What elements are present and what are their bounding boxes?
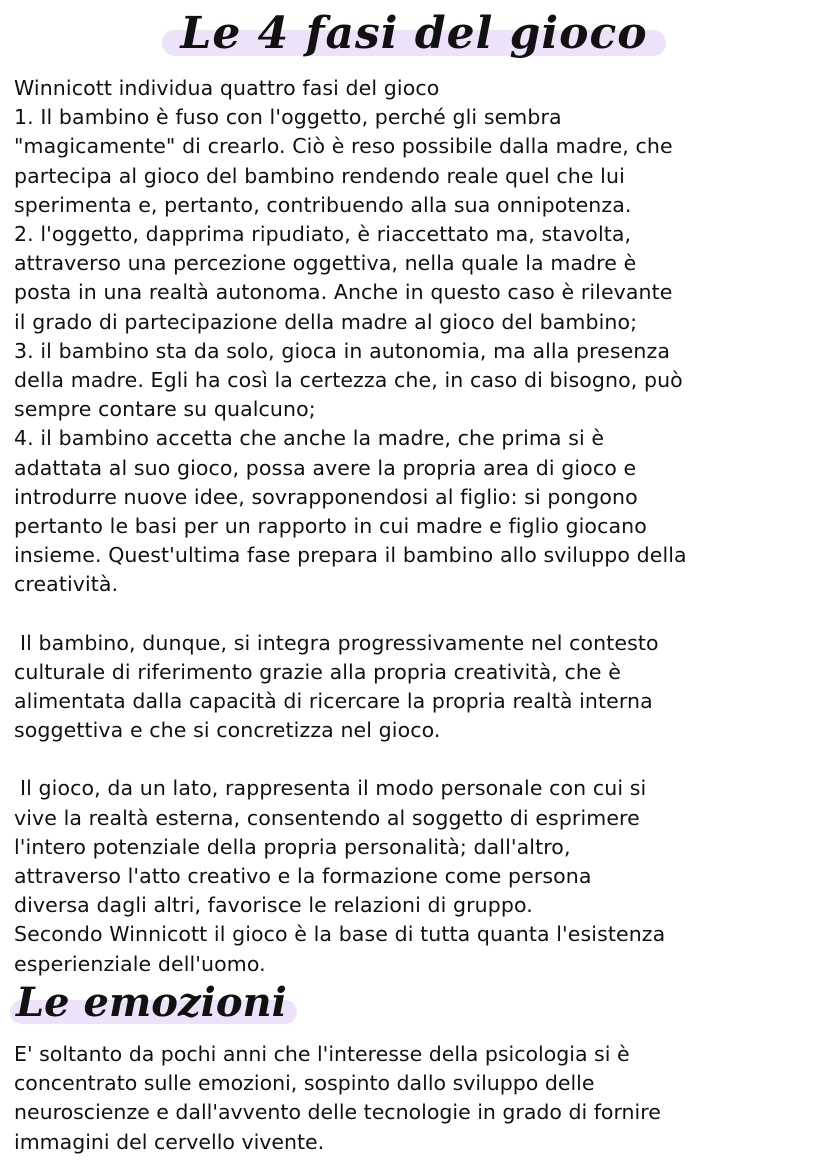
text-line: 4. il bambino accetta che anche la madre, che prima si è — [14, 426, 605, 451]
text-line: soggettiva e che si concretizza nel gioco. — [14, 718, 441, 743]
body-text — [14, 74, 814, 979]
text-line: Il bambino, dunque, si integra progressivamente nel contesto — [20, 630, 659, 655]
text-line: "magicamente" di crearlo. Ciò è reso possibile dalla madre, che — [14, 134, 673, 159]
paragraph-gap — [14, 745, 814, 774]
text-line: vive la realtà esterna, consentendo al soggetto di esprimere — [14, 805, 640, 830]
text-line: creatività. — [14, 572, 119, 597]
page-title: Le 4 fasi del gioco — [166, 8, 661, 60]
intro-paragraph — [14, 74, 814, 600]
text-line: Il gioco, da un lato, rappresenta il modo personale con cui si — [20, 776, 647, 801]
text-line: E' soltanto da pochi anni che l'interesse della psicologia si è — [14, 1042, 630, 1066]
paragraph-emotions — [14, 1040, 814, 1157]
text-line: neuroscienze e dall'avvento delle tecnologie in grado di fornire — [14, 1100, 661, 1125]
text-line: adattata al suo gioco, possa avere la propria area di gioco e — [14, 455, 637, 480]
text-line: 1. Il bambino è fuso con l'oggetto, perché gli sembra — [14, 105, 562, 130]
text-line: esperienziale dell'uomo. — [14, 951, 266, 976]
text-line: concentrato sulle emozioni, sospinto dallo sviluppo delle — [14, 1071, 595, 1096]
text-line: sempre contare su qualcuno; — [14, 397, 316, 422]
text-line: 2. l'oggetto, dapprima ripudiato, è riaccettato ma, stavolta, — [14, 222, 632, 247]
text-line: insieme. Quest'ultima fase prepara il bambino allo sviluppo della — [14, 543, 687, 568]
paragraph-creativity — [14, 629, 814, 658]
text-line: culturale di riferimento grazie alla propria creatività, che è — [14, 659, 621, 684]
paragraph-game — [14, 774, 814, 803]
text-line: alimentata dalla capacità di ricercare la propria realtà interna — [14, 689, 653, 714]
text-line: attraverso una percezione oggettiva, nella quale la madre è — [14, 251, 637, 276]
text-line: 3. il bambino sta da solo, gioca in autonomia, ma alla presenza — [14, 338, 670, 363]
emotions-section — [14, 978, 814, 1157]
title-container — [0, 8, 828, 60]
text-line: introdurre nuove idee, sovrapponendosi al figlio: si pongono — [14, 484, 638, 509]
text-line: partecipa al gioco del bambino rendendo reale quel che lui — [14, 163, 625, 188]
text-line: pertanto le basi per un rapporto in cui madre e figlio giocano — [14, 514, 647, 539]
text-line: Winnicott individua quattro fasi del gioco — [14, 76, 440, 100]
text-line: della madre. Egli ha così la certezza che, in caso di bisogno, può — [14, 368, 683, 393]
paragraph-gap — [14, 600, 814, 629]
text-line: immagini del cervello vivente. — [14, 1129, 325, 1154]
text-line: il grado di partecipazione della madre al gioco del bambino; — [14, 309, 638, 334]
paragraph-game-cont — [14, 804, 814, 979]
text-line: Secondo Winnicott il gioco è la base di tutta quanta l'esistenza — [14, 922, 666, 947]
paragraph-creativity-cont — [14, 658, 814, 746]
text-line: l'intero potenziale della propria personalità; dall'altro, — [14, 834, 571, 859]
section-title: Le emozioni — [14, 978, 297, 1028]
text-line: sperimenta e, pertanto, contribuendo alla sua onnipotenza. — [14, 192, 632, 217]
text-line: attraverso l'atto creativo e la formazione come persona — [14, 864, 592, 889]
text-line: diversa dagli altri, favorisce le relazioni di gruppo. — [14, 893, 533, 918]
text-line: posta in una realtà autonoma. Anche in questo caso è rilevante — [14, 280, 673, 305]
